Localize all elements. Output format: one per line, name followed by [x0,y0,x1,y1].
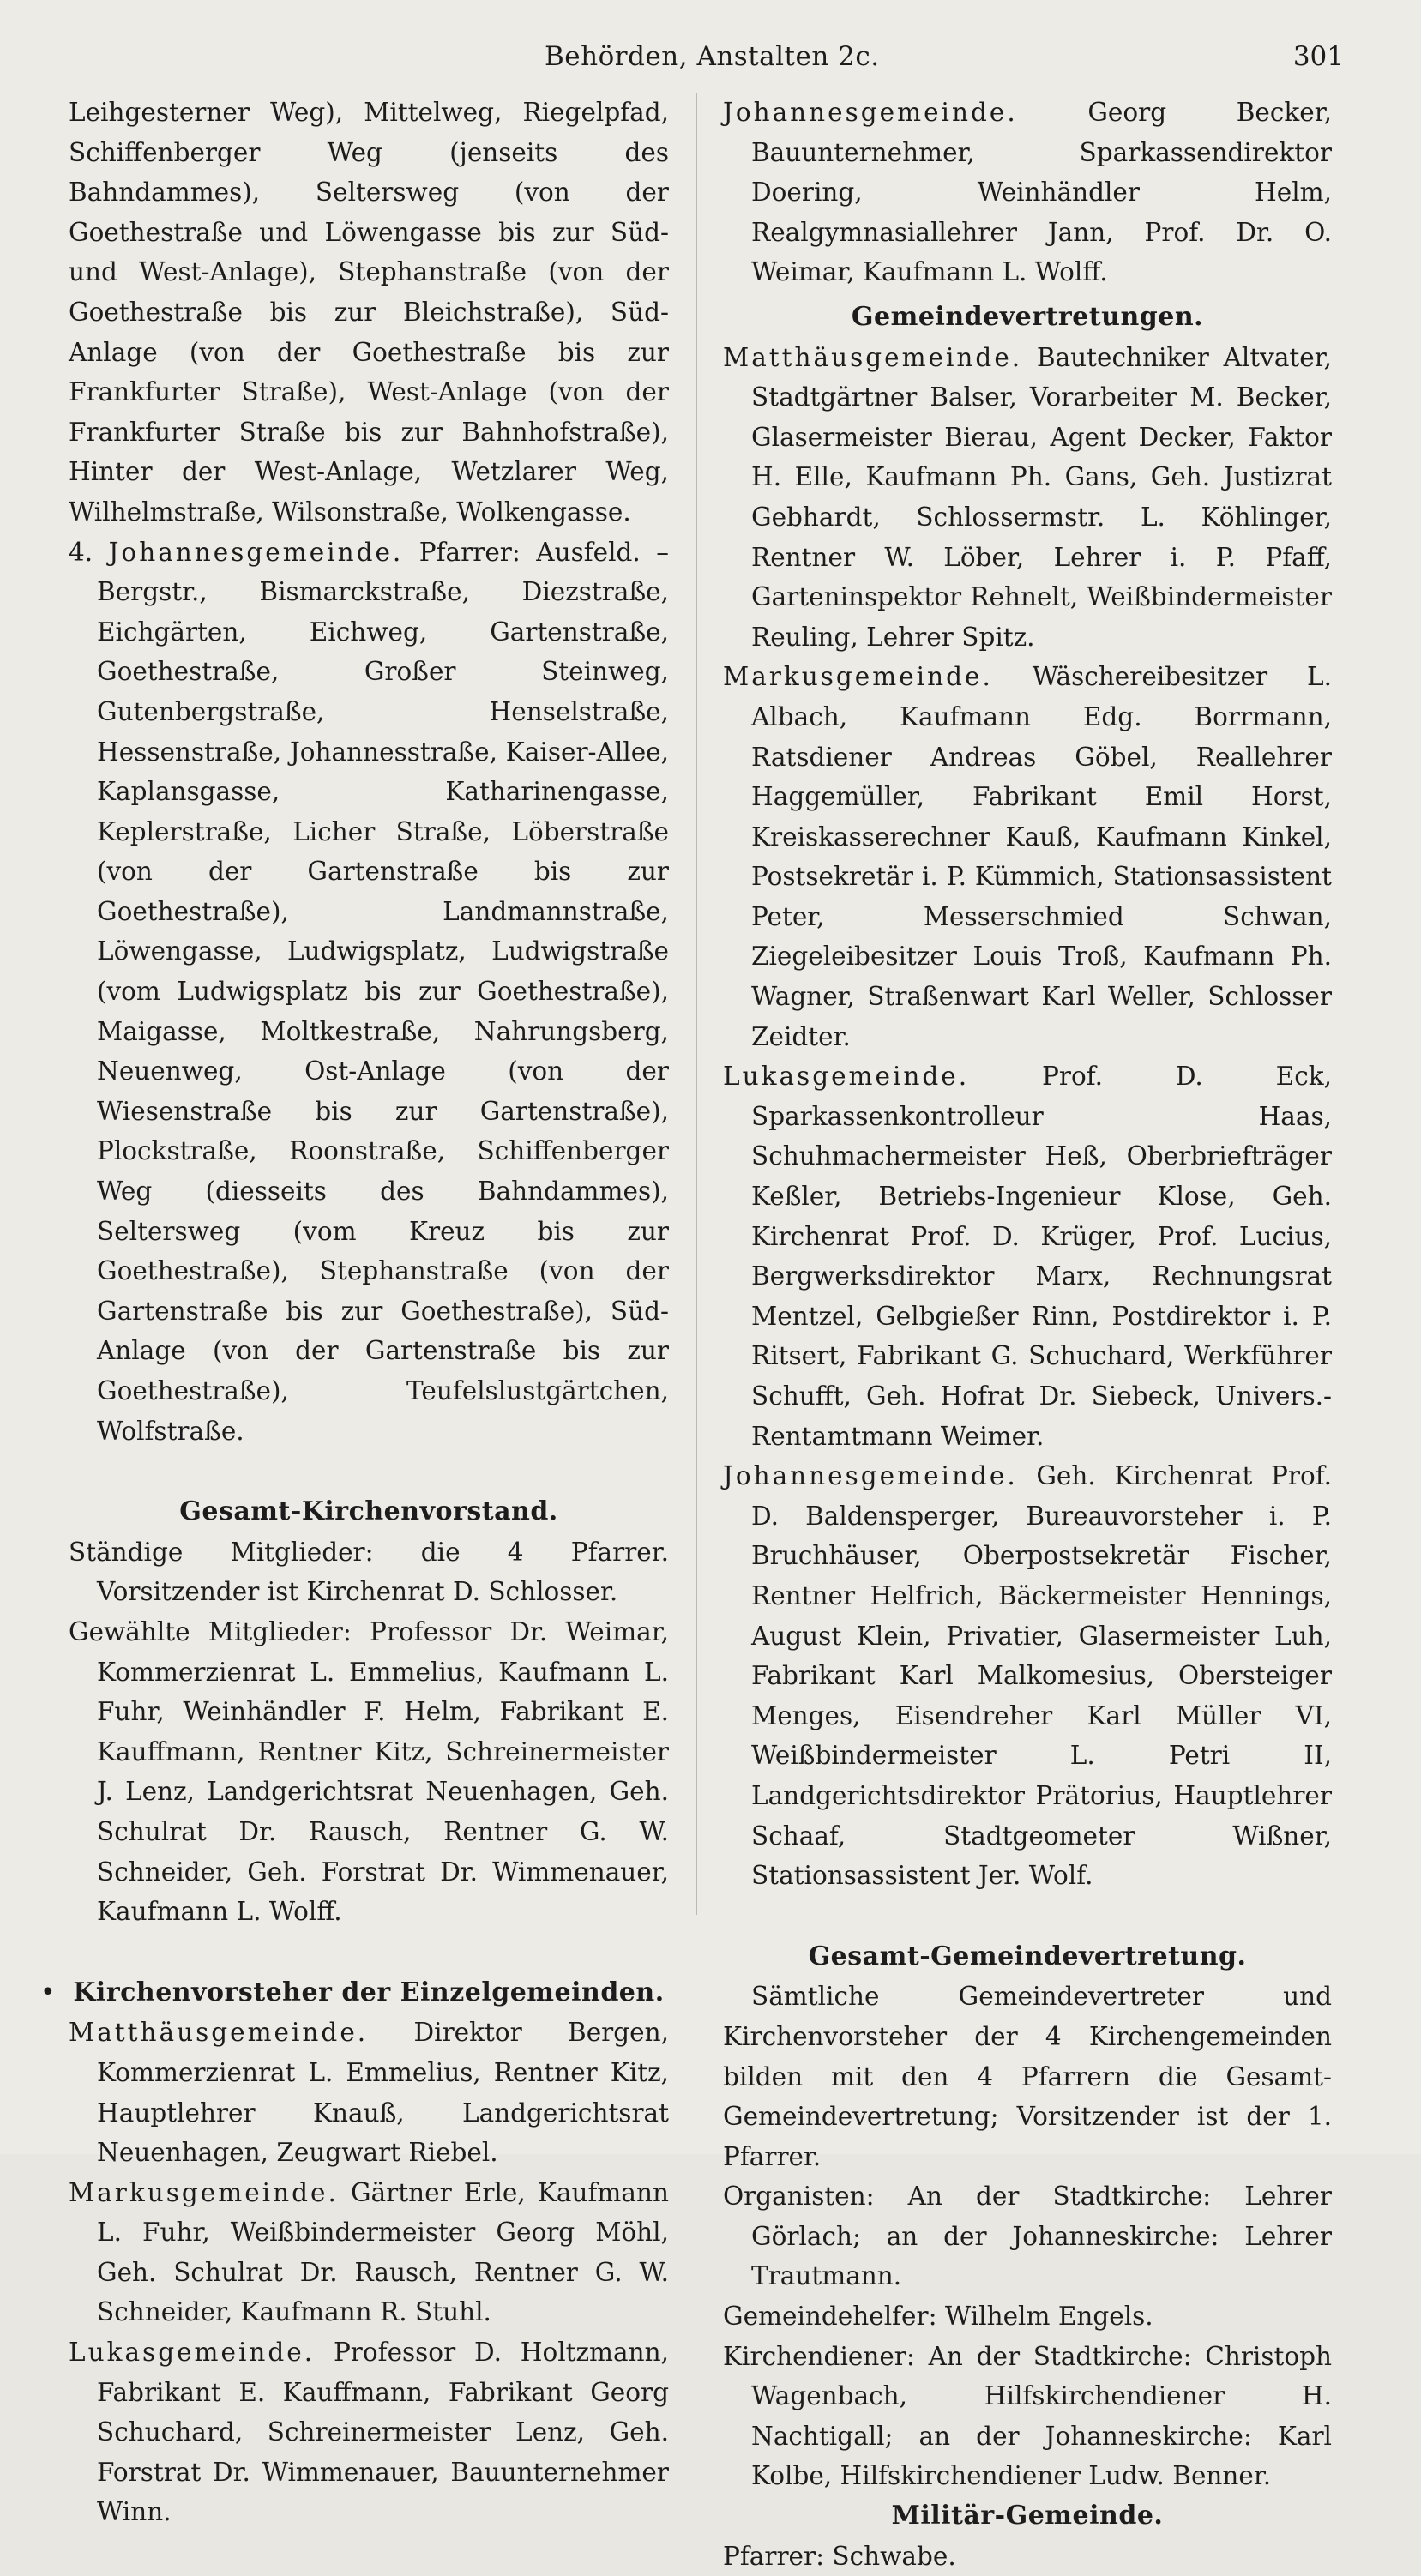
page-number: 301 [1292,41,1344,72]
lukas-kirchenvorsteher [69,2332,669,2532]
district-number: 4. [69,537,93,567]
standing-members-paragraph: Ständige Mitglieder: die 4 Pfarrer. Vorsitzender ist Kirchenrat D. Schlosser. [69,1537,669,1607]
kirchenvorsteher-heading-wrap [40,1973,669,2013]
parish-members: Bautechniker Altvater, Stadtgärtner Balser, Vorarbeiter M. Becker, Glasermeister Bierau, Agent Decker, Faktor H. Elle, Kaufmann Ph. Gans, Geh. Justizrat Gebhardt, Schlossermstr. L. Köhlinger, Rentner W. Löber, Lehrer i. P. Pfaff, Garteninspektor Rehnelt, Weißbindermeister Reuling, Lehrer Spitz. [751,342,1332,652]
parish-members: Prof. D. Eck, Sparkassenkontrolleur Haas, Schuhmachermeister Heß, Oberbriefträger Keßler, Betriebs-Ingenieur Klose, Geh. Kirchenrat Prof. D. Krüger, Prof. Lucius, Bergwerksdirektor Marx, Rechnungsrat Mentzel, Gelbgießer Rinn, Postdirektor i. P. Ritsert, Fabrikant G. Schuchard, Werkführer Schufft, Geh. Hofrat Dr. Siebeck, Univers.-Rentamtmann Weimer. [751,1062,1332,1451]
gesamt-gemeindevertretung-text: Sämtliche Gemeindevertreter und Kirchenvorsteher der 4 Kirchengemeinden bilden mit den 4 Pfarrern die Gesamt-Gemeindevertretung; Vorsitzender ist der 1. Pfarrer. [723,1982,1332,2171]
parish-name: Lukasgemeinde. [723,1062,970,1092]
markus-gemeindevertretung [723,657,1332,1056]
district-text: Pfarrer: Ausfeld. – Bergstr., Bismarckstraße, Diezstraße, Eichgärten, Eichweg, Gartenstraße, Goethestraße, Großer Steinweg, Gutenbergstraße, Henselstraße, Hessenstraße, Johannesstraße, Kaiser-Allee, Kaplansgasse, Katharinengasse, Keplerstraße, Licher Straße, Löberstraße (von der Gartenstraße bis zur Goethestraße), Landmannstraße, Löwengasse, Ludwigsplatz, Ludwigstraße (vom Ludwigsplatz bis zur Goethestraße), Maigasse, Moltkestraße, Nahrungsberg, Neuenweg, Ost-Anlage (von der Wiesenstraße bis zur Gartenstraße), Plockstraße, Roonstraße, Schiffenberger Weg (diesseits des Bahndammes), Seltersweg (vom Kreuz bis zur Goethestraße), Stephanstraße (von der Gartenstraße bis zur Goethestraße), Süd-Anlage (von der Gartenstraße bis zur Goethestraße), Teufelslustgärtchen, Wolfstraße. [97,537,669,1446]
johannes-kirchenvorsteher [723,93,1332,292]
parish-name: Lukasgemeinde. [69,2338,316,2368]
page-header [69,38,1344,75]
parish-members: Geh. Kirchenrat Prof. D. Baldensperger, Bureauvorsteher i. P. Bruchhäuser, Oberpostsekretär Fischer, Rentner Helfrich, Bäckermeister Hennings, August Klein, Privatier, Glasermeister Luh, Fabrikant Karl Malkomesius, Obersteiger Menges, Eisendreher Karl Müller VI, Weißbindermeister L. Petri II, Landgerichtsdirektor Prätorius, Hauptlehrer Schaaf, Stadtgeometer Wißner, Stationsassistent Jer. Wolf. [751,1461,1332,1891]
johannes-gemeindevertretung [723,1456,1332,1896]
parish-name: Markusgemeinde. [69,2177,339,2207]
gemeindehelfer-paragraph: Gemeindehelfer: Wilhelm Engels. [723,2302,1153,2332]
margin-bullet: • [40,1977,56,2007]
organisten-paragraph: Organisten: An der Stadtkirche: Lehrer Görlach; an der Johanneskirche: Lehrer Trautmann. [723,2182,1332,2291]
militaer-pfarrer: Pfarrer: Schwabe. [723,2541,956,2571]
section-heading-militaer-gemeinde: Militär-Gemeinde. [891,2501,1164,2531]
kirchendiener-paragraph: Kirchendiener: An der Stadtkirche: Christoph Wagenbach, Hilfskirchendiener H. Nachtigall; an der Johanneskirche: Karl Kolbe, Hilfskirchendiener Ludw. Benner. [723,2341,1332,2491]
parish-members: Direktor Bergen, Kommerzienrat L. Emmelius, Rentner Kitz, Hauptlehrer Knauß, Landgerichtsrat Neuenhagen, Zeugwart Riebel. [97,2018,669,2168]
running-title: Behörden, Anstalten 2c. [545,41,880,72]
matthaeus-gemeindevertretung [723,338,1332,658]
section-heading-gesamt-gemeindevertretung: Gesamt-Gemeindevertretung. [808,1941,1247,1971]
section-heading-kirchenvorstand: Gesamt-Kirchenvorstand. [179,1496,558,1527]
parish-name: Johannesgemeinde. [108,537,404,567]
parish-members: Wäschereibesitzer L. Albach, Kaufmann Edg. Borrmann, Ratsdiener Andreas Göbel, Reallehrer Haggemüller, Fabrikant Emil Horst, Kreiskasserechner Kauß, Kaufmann Kinkel, Postsekretär i. P. Kümmich, Stationsassistent Peter, Messerschmied Schwan, Ziegeleibesitzer Louis Troß, Kaufmann Ph. Wagner, Straßenwart Karl Weller, Schlosser Zeidter. [751,662,1332,1051]
lukas-gemeindevertretung [723,1056,1332,1456]
parish-name: Markusgemeinde. [723,662,993,692]
parish-name: Matthäusgemeinde. [69,2018,369,2048]
elected-members-paragraph: Gewählte Mitglieder: Professor Dr. Weimar, Kommerzienrat L. Emmelius, Kaufmann L. Fuhr, Weinhändler F. Helm, Fabrikant E. Kauffmann, Rentner Kitz, Schreinermeister J. Lenz, Landgerichtsrat Neuenhagen, Geh. Schulrat Dr. Rausch, Rentner G. W. Schneider, Geh. Forstrat Dr. Wimmenauer, Kaufmann L. Wolff. [69,1616,669,1927]
section-heading-kirchenvorsteher: Kirchenvorsteher der Einzelgemeinden. [73,1977,665,2007]
parish-name: Johannesgemeinde. [723,98,1018,127]
left-column [40,93,669,2532]
right-column [723,93,1332,2576]
markus-kirchenvorsteher [69,2173,669,2332]
parish-name: Johannesgemeinde. [723,1461,1018,1491]
street-list-continued: Leihgesterner Weg), Mittelweg, Riegelpfad, Schiffenberger Weg (jenseits des Bahndammes), Seltersweg (von der Goethestraße und Löwengasse bis zur Süd- und West-Anlage), Stephanstraße (von der Goethestraße bis zur Bleichstraße), Süd-Anlage (von der Goethestraße bis zur Frankfurter Straße), West-Anlage (von der Frankfurter Straße bis zur Bahnhofstraße), Hinter der West-Anlage, Wetzlarer Weg, Wilhelmstraße, Wilsonstraße, Wolkengasse. [69,98,669,527]
column-divider [696,93,697,1915]
johannes-district-paragraph [69,533,669,1452]
section-heading-gemeindevertretungen: Gemeindevertretungen. [851,301,1204,332]
parish-members: Georg Becker, Bauunternehmer, Sparkassendirektor Doering, Weinhändler Helm, Realgymnasiallehrer Jann, Prof. Dr. O. Weimar, Kaufmann L. Wolff. [751,98,1332,287]
matthaeus-kirchenvorsteher [69,2013,669,2172]
parish-name: Matthäusgemeinde. [723,342,1023,372]
parish-members: Professor D. Holtzmann, Fabrikant E. Kauffmann, Fabrikant Georg Schuchard, Schreinermeister Lenz, Geh. Forstrat Dr. Wimmenauer, Bauunternehmer Winn. [97,2338,669,2527]
parish-members: Gärtner Erle, Kaufmann L. Fuhr, Weißbindermeister Georg Möhl, Geh. Schulrat Dr. Rausch, Rentner G. W. Schneider, Kaufmann R. Stuhl. [97,2177,669,2327]
